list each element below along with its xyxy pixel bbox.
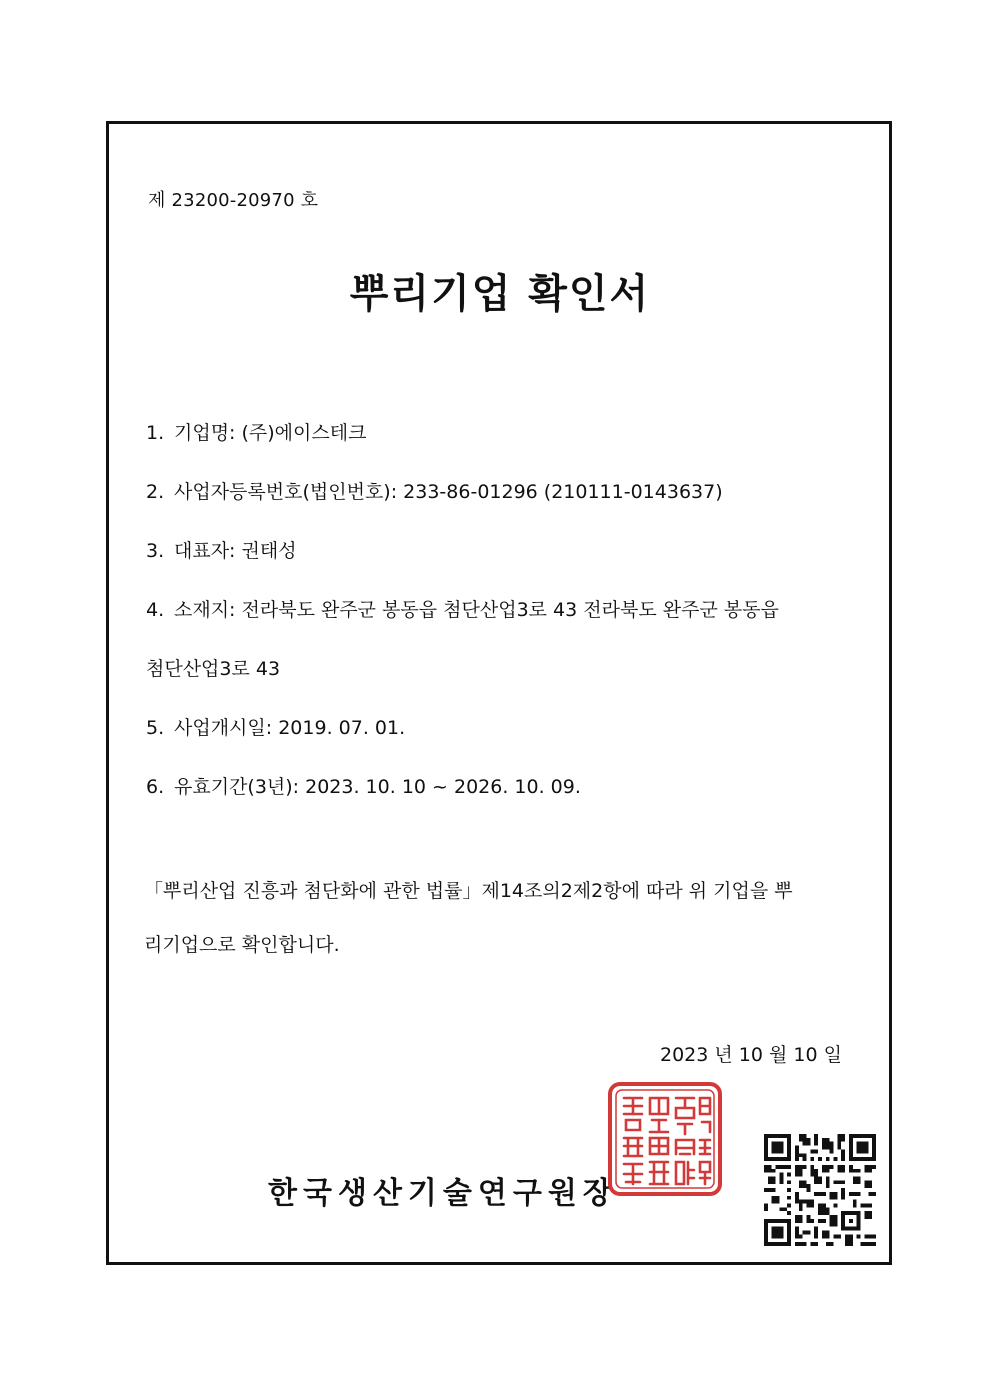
item-number: 6. xyxy=(146,776,165,798)
item-number: 4. xyxy=(146,599,165,621)
item-number: 5. xyxy=(146,717,165,739)
list-item-company-name xyxy=(146,404,846,463)
list-item-address xyxy=(146,581,846,640)
item-text: 사업자등록번호(법인번호): 233-86-01296 (210111-0143637) xyxy=(174,481,723,503)
qr-code-icon xyxy=(764,1134,876,1246)
info-list xyxy=(146,404,846,817)
list-item-address-continued: 첨단산업3로 43 xyxy=(146,658,281,680)
confirmation-statement xyxy=(144,864,844,972)
list-item-start-date xyxy=(146,699,846,758)
issuer-name: 한국생산기술연구원장 xyxy=(268,1176,618,1211)
list-item-representative xyxy=(146,522,846,581)
list-item-registration-number xyxy=(146,463,846,522)
item-text: 사업개시일: 2019. 07. 01. xyxy=(174,717,406,739)
document-title: 뿌리기업 확인서 xyxy=(349,271,651,317)
document-number: 제 23200-20970 호 xyxy=(148,190,319,211)
item-number: 3. xyxy=(146,540,165,562)
item-text: 대표자: 권태성 xyxy=(174,540,297,562)
list-item-validity-period xyxy=(146,758,846,817)
item-number: 2. xyxy=(146,481,165,503)
issue-date: 2023 년 10 월 10 일 xyxy=(660,1044,842,1066)
official-seal-icon xyxy=(606,1080,724,1198)
item-number: 1. xyxy=(146,422,165,444)
statement-line-1: 「뿌리산업 진흥과 첨단화에 관한 법률」제14조의2제2항에 따라 위 기업을 뿌 xyxy=(144,880,793,902)
item-text: 기업명: (주)에이스테크 xyxy=(174,422,367,444)
item-text: 유효기간(3년): 2023. 10. 10 ~ 2026. 10. 09. xyxy=(174,776,581,798)
statement-line-2: 리기업으로 확인합니다. xyxy=(144,934,340,956)
item-text: 소재지: 전라북도 완주군 봉동읍 첨단산업3로 43 전라북도 완주군 봉동읍 xyxy=(174,599,779,621)
